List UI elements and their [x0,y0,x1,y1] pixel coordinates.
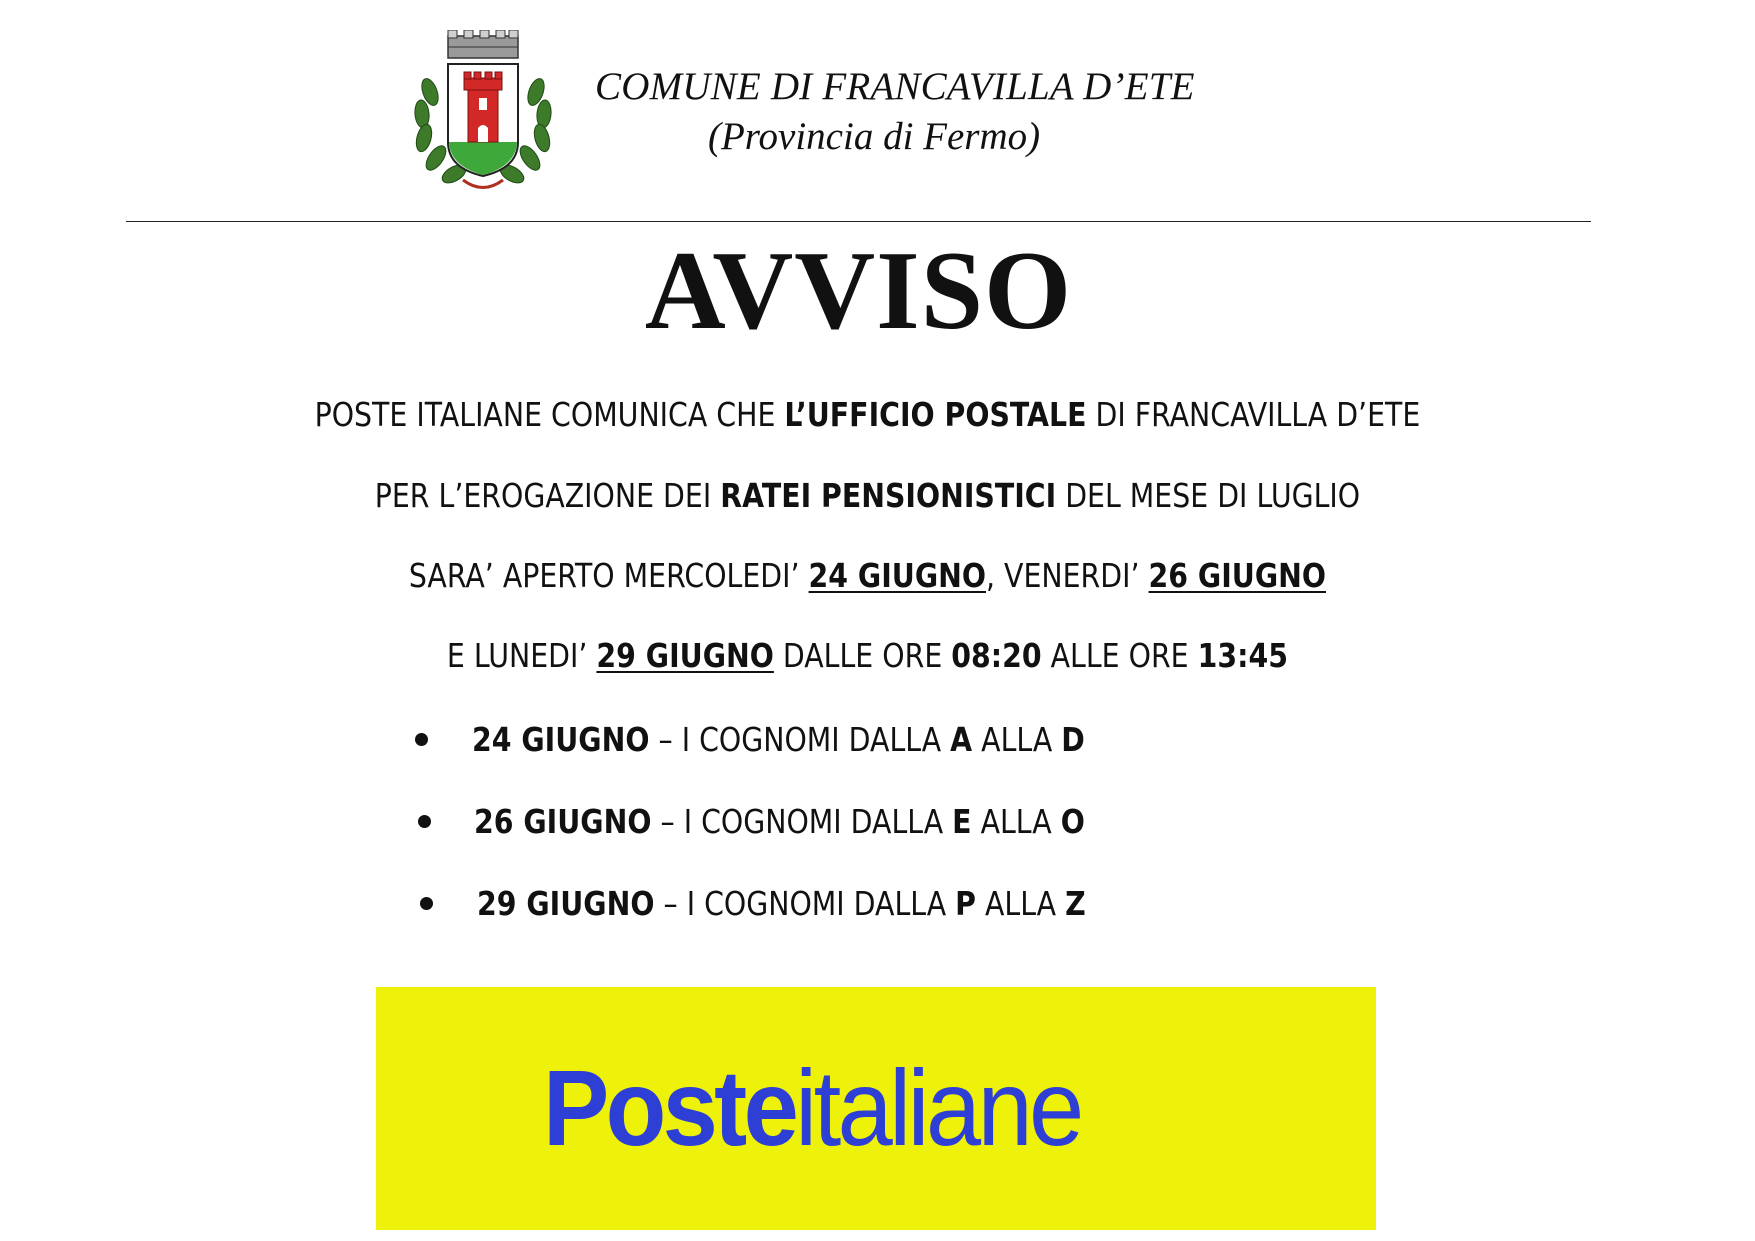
bullet-icon [420,897,433,910]
poste-italiane-wordmark: Posteitaliane [543,1047,1081,1168]
bullet-icon [415,733,428,746]
letterhead [400,30,1300,200]
province-name: (Provincia di Fermo) [708,115,1041,158]
poste-italiane-logo [376,987,1376,1230]
bullet-icon [418,815,431,828]
notice-line-2: PER L’EROGAZIONE DEI RATEI PENSIONISTICI DEL MESE DI LUGLIO [374,476,1361,515]
schedule-list [0,718,1735,964]
schedule-item: 26 GIUGNO – I COGNOMI DALLA E ALLA O [0,800,1735,882]
notice-line-3: SARA’ APERTO MERCOLEDI’ 24 GIUGNO, VENERDI’ 26 GIUGNO [408,556,1326,595]
municipal-crest-icon [408,30,558,195]
header-divider [126,221,1591,222]
notice-title: AVVISO [644,229,1073,353]
schedule-item: 24 GIUGNO – I COGNOMI DALLA A ALLA D [0,718,1735,800]
municipality-name: COMUNE DI FRANCAVILLA D’ETE [595,65,1195,108]
notice-line-4: E LUNEDI’ 29 GIUGNO DALLE ORE 08:20 ALLE ORE 13:45 [446,636,1288,675]
notice-line-1: POSTE ITALIANE COMUNICA CHE L’UFFICIO POSTALE DI FRANCAVILLA D’ETE [314,395,1421,434]
schedule-item: 29 GIUGNO – I COGNOMI DALLA P ALLA Z [0,882,1735,964]
